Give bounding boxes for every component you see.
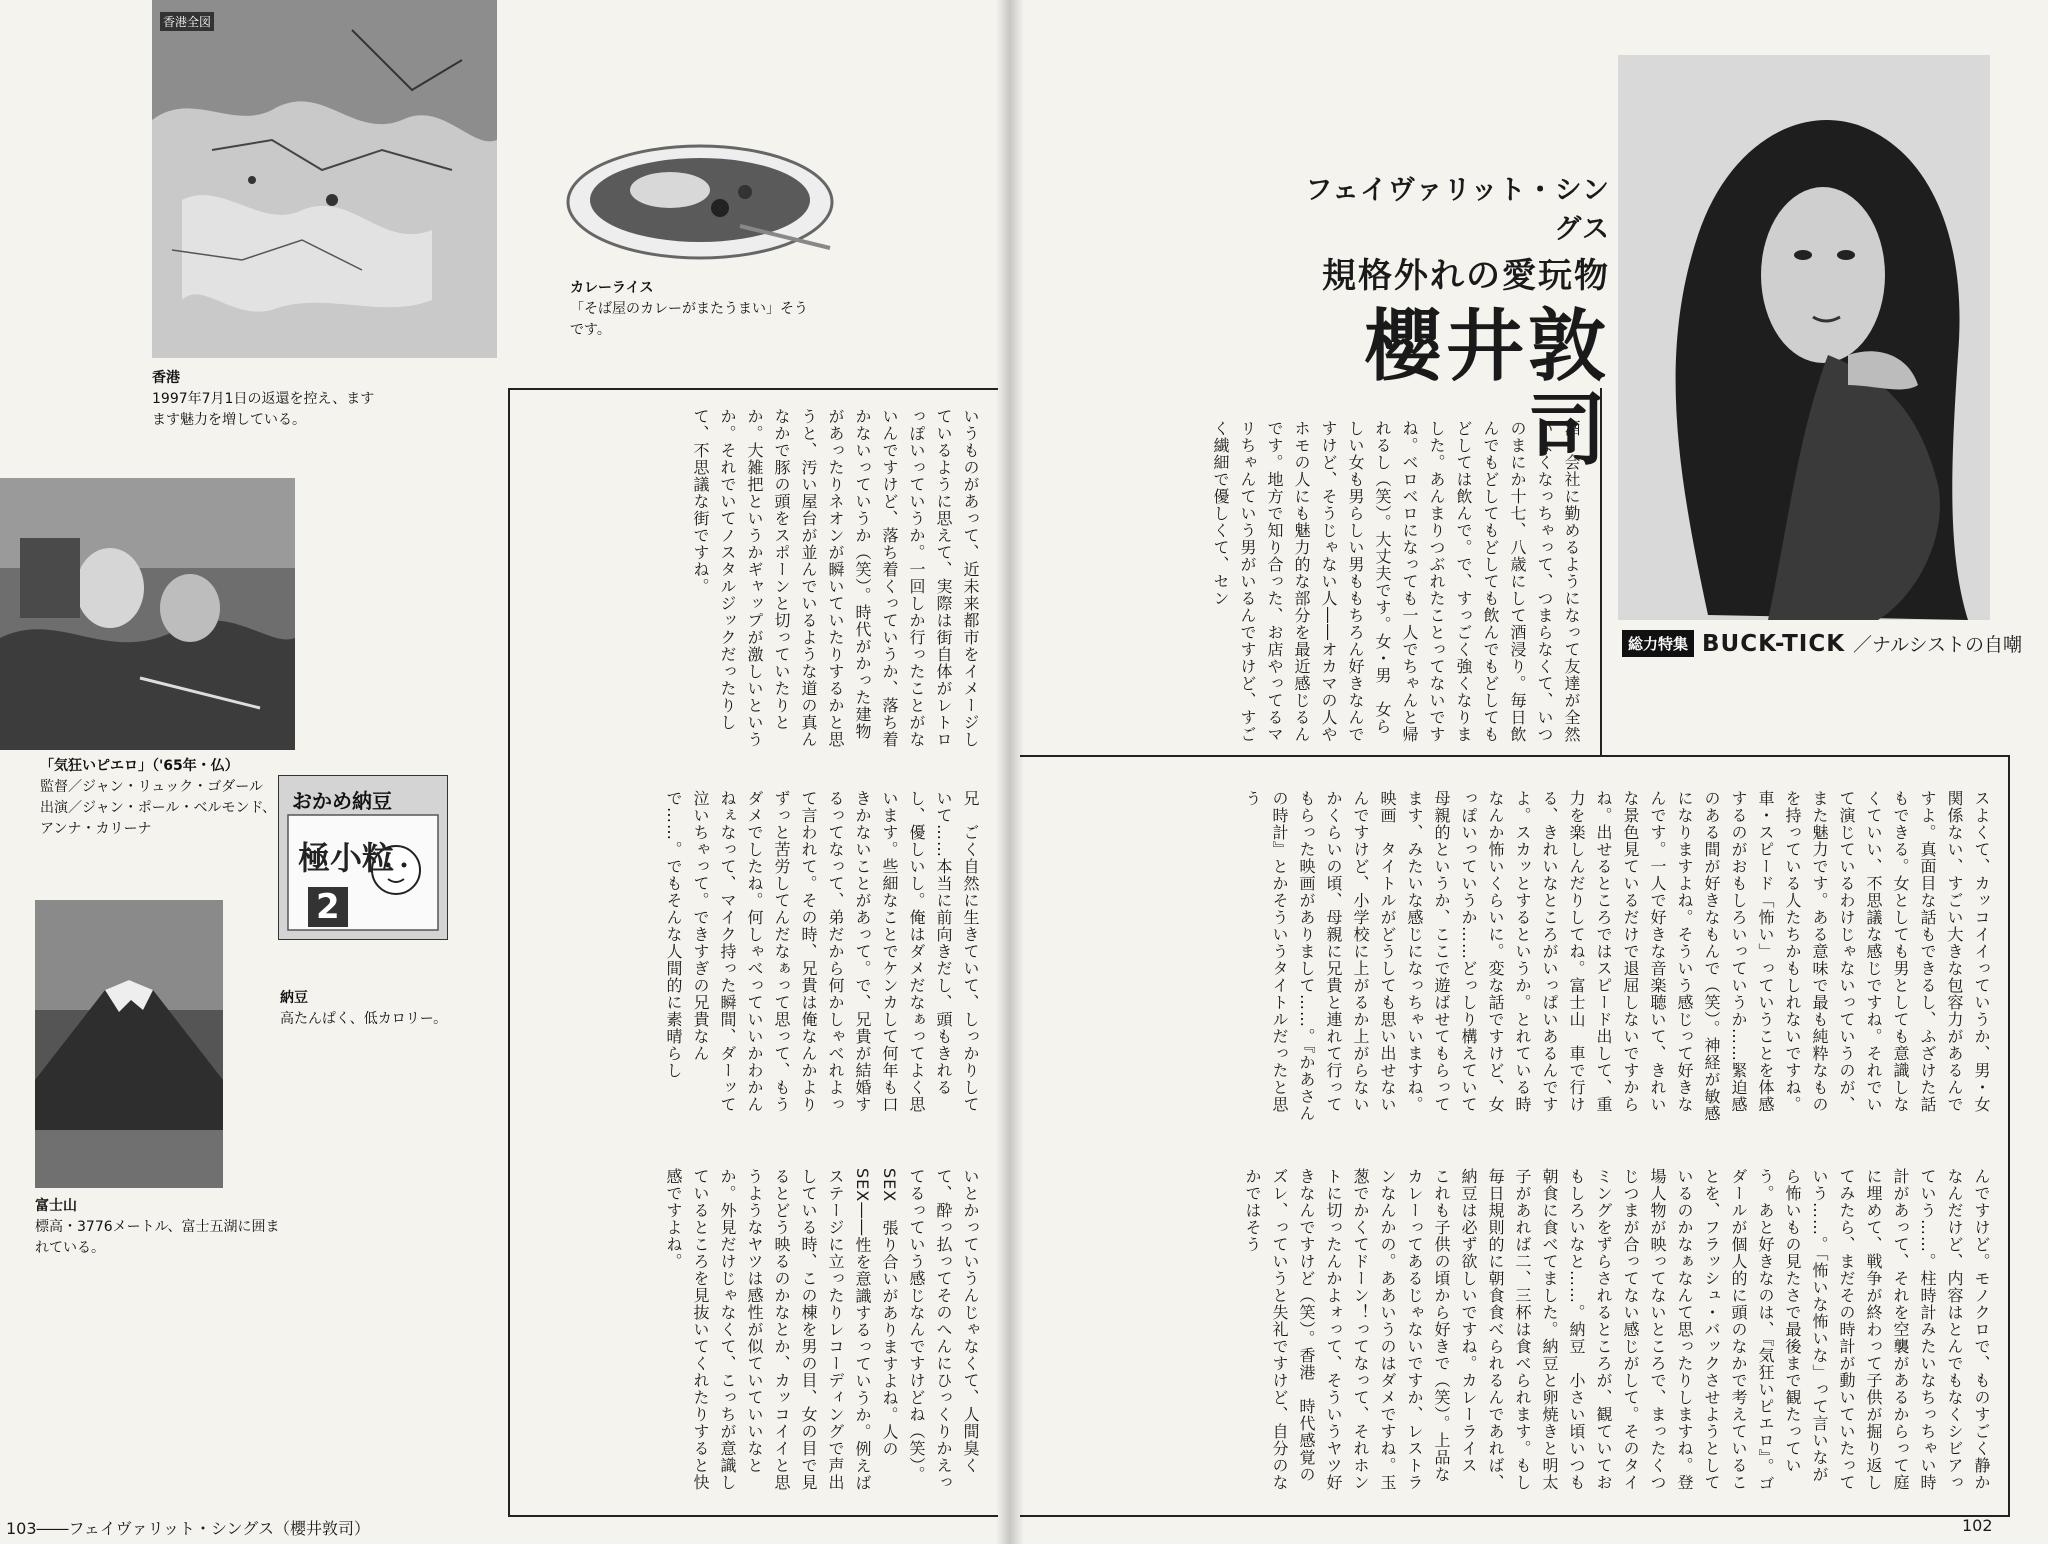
- mount-fuji-photo: [35, 900, 223, 1188]
- curry-caption-title: カレーライス: [570, 280, 654, 296]
- fuji-caption: [35, 1196, 285, 1259]
- pierrot-film-still: [0, 478, 295, 750]
- hongkong-caption-text: 1997年7月1日の返還を控え、ますます魅力を増している。: [152, 391, 375, 428]
- feature-tag: 総力特集: [1622, 630, 1694, 657]
- artist-portrait-photo: [1618, 55, 1990, 620]
- artist-name: 櫻井敦司: [1363, 302, 1610, 476]
- right-top-columns: 酒 会社に勤めるようになって友達が全然いなくなっちゃって、つまらなくて、いつのまにか十七、八歳にして酒浸り。毎日飲んでもどしてもどしても飲んでもどしてもどしては飲んで。で、すっごく強くなりました。あんまりつぶれたことってないですね。ベロベロになっても一人でちゃんと帰れるし（笑）。大丈夫です。女・男 女らしい女も男らしい男ももちろん好きなんですけど、そうじゃない人――オカマの人やホモの人にも魅力的な部分を最近感じるんです。地方で知り合った、お店やってるマリちゃんていう男がいるんですけど、すごく繊細で優しくて、セン: [1211, 420, 1581, 743]
- hongkong-map-title: 香港全図: [160, 12, 214, 31]
- curry-caption: [570, 278, 820, 341]
- natto-package-photo: [278, 775, 448, 940]
- fuji-caption-title: 富士山: [35, 1198, 77, 1214]
- natto-package-top: おかめ納豆: [292, 789, 392, 813]
- natto-caption-text: 高たんぱく、低カロリー。: [280, 1011, 448, 1027]
- pierrot-caption-title: 「気狂いピエロ」（'65年・仏）: [40, 758, 239, 774]
- left-top-columns: いうものがあって、近未来都市をイメージしているように思えて、実際は街自体がレトロっぽいっていうか。一回しか行ったことがないんですけど、落ち着くっていうか、落ち着かないっていうか（笑）。時代がかった建物があったりネオンが瞬いていたりするかと思うと、汚い屋台が並んでいるような道の真んなかで豚の頭をスポーンと切っていたりとか。大雑把というかギャップが激しいというか。それでいてノスタルジックだったりして、不思議な街ですね。: [691, 408, 980, 748]
- hongkong-caption-title: 香港: [152, 370, 180, 386]
- left-folio: 103――フェイヴァリット・シングス（櫻井敦司）: [6, 1519, 371, 1538]
- feature-bar: [1622, 630, 2022, 657]
- hongkong-caption: [152, 368, 382, 431]
- article-subtitle: 規格外れの愛玩物: [1322, 256, 1610, 296]
- right-mid-columns: スよくて、カッコイイっていうか、男・女関係ない、すごい大きな包容力があるんですよ。真面目な話もできるし、ふざけた話もできる。女としても男としても意識しなくていい、不思議な感じですね。それでいて演じているわけじゃないっていうのが、また魅力です。ある意味で最も純粋なものを持っている人たちかもしれないですね。車・スピード「怖い」っていうことを体感するのがおもしろいっていうか……緊迫感のある間が好きなもんで（笑）。神経が敏感になりますよね。そういう感じって好きなんです。一人で好きな音楽聴いて、きれいな景色見ているだけで退屈しないですからね。出せるところではスピード出して、重力を楽しんだりしてね。富士山 車で行ける、きれいなところがいっぱいあるんですよ。スカッとするというか。とれている時なんか怖いくらいに。変な話ですけど、女っぽいっていうか……どっしり構えていて母親的というか、ここで遊ばせてもらってます、みたいな感じになっちゃいますね。映画 タイトルがどうしても思い出せないんですけど、小学校に上がるか上がらないかくらいの頃、母親に兄貴と連れて行ってもらった映画がありまして……。『かあさんの時計』とかそういうタイトルだったと思う: [1243, 790, 1991, 1122]
- right-bottom-columns: んですけど。モノクロで、ものすごく静かなんだけど、内容はとんでもなくシビアっていう……。柱時計みたいなちっちゃい時計があって、それを空襲があるからって庭に埋めて、戦争が終わって子供が掘り返してみたら、まだその時計が動いていたっていう……。「怖いな怖いな」って言いながら怖いもの見たさで最後まで観たっていう。あと好きなのは、『気狂いピエロ』。ゴダールが個人的に頭のなかで考えていることを、フラッシュ・バックさせようとしているのかなぁなんて思ったりしますね。登場人物が映ってないところで、まったくつじつまが合ってない感じがして。そのタイミングをずらされるところが、観ていておもしろいなと……。納豆 小さい頃いつも朝食に食べてました。納豆と卵焼きと明太子があれば二、三杯は食べられます。もし毎日規則的に朝食食べられるんであれば、納豆は必ず欲しいですね。カレーライス これも子供の頃から好きで（笑）。上品なカレーってあるじゃないですか、レストランなんかの。ああいうのはダメですね。玉葱でかくてドーン！ってなって、それホントに切ったんかよォって、そういうヤツ好きなんですけど（笑）。香港 時代感覚のズレ、っていうと失礼ですけど、自分のなかではそう: [1243, 1168, 1991, 1492]
- pierrot-caption: [40, 756, 290, 840]
- pierrot-caption-text: 監督／ジャン・リュック・ゴダール 出演／ジャン・ポール・ベルモンド、アンナ・カリーナ: [40, 779, 278, 837]
- left-mid-columns: 兄 ごく自然に生きていて、しっかりしていて……本当に前向きだし、頭もきれるし、優しいし。俺はダメだなぁってよく思います。些細なことでケンカして何年も口きかないことがあって。で、兄貴が結婚するってなって、弟だから何かしゃべれよって言われて。その時、兄貴は俺なんかよりずっと苦労してんだなぁって思って、もうダメでしたね。何しゃべっていいかわかんねぇなって、マイク持った瞬間、ダーッて泣いちゃって。できすぎの兄貴なんで……。でもそんな人間的に素晴らし: [664, 790, 980, 1113]
- feature-band: BUCK-TICK: [1702, 630, 1846, 657]
- natto-package-num: 2: [308, 887, 348, 927]
- hongkong-map-photo: [152, 0, 497, 358]
- left-bottom-columns: いとかっていうんじゃなくて、人間臭くて、酔っ払ってそのへんにひっくりかえってるっていう感じなんですけどね（笑）。SEX 張り合いがありますよね。人のSEX――性を意識するっていうか。例えばステージに立ったりレコーディングで声出している時、この棟を男の目、女の目で見るとどう映るのかなとか、カッコイイと思うようなヤツは感性が似ていていいなとか。外見だけじゃなくて、こっちが意識しているところを見抜いてくれたりすると快感ですよね。: [664, 1168, 980, 1492]
- natto-caption: [280, 988, 460, 1030]
- feature-subtitle: ／ナルシストの自嘲: [1853, 634, 2023, 656]
- right-folio: 102: [1962, 1516, 1993, 1535]
- curry-caption-text: 「そば屋のカレーがまたうまい」そうです。: [570, 301, 808, 338]
- series-title: フェイヴァリット・シングス: [1305, 175, 1610, 245]
- fuji-caption-text: 標高・3776メートル、富士五湖に囲まれている。: [35, 1219, 280, 1256]
- natto-caption-title: 納豆: [280, 990, 308, 1006]
- curry-photo: [560, 130, 850, 280]
- natto-package-big: 極小粒: [298, 839, 395, 877]
